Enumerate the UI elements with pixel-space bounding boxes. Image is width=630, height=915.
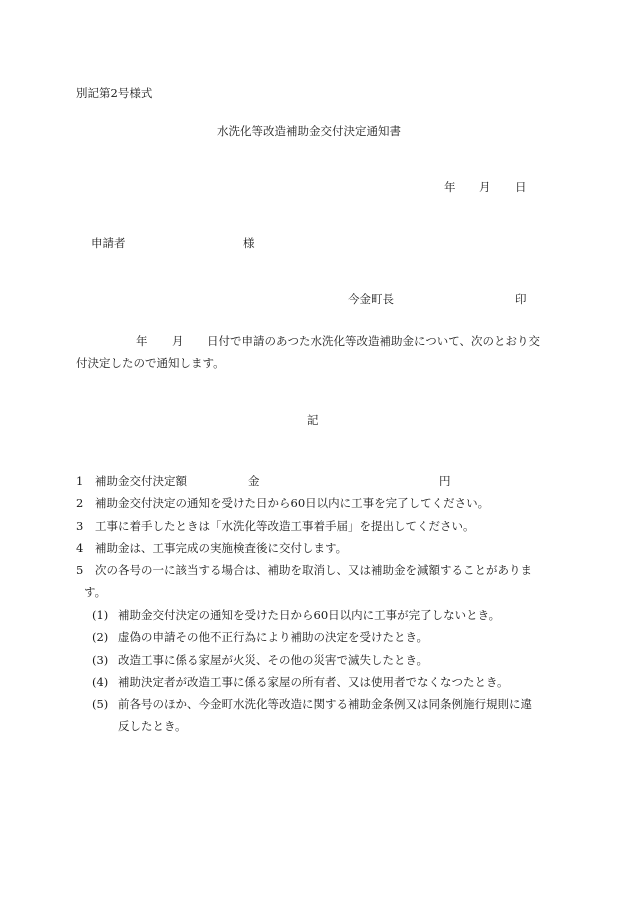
- document-title: 水洗化等改造補助金交付決定通知書: [217, 124, 401, 138]
- item-text: 次の各号の一に該当する場合は、補助を取消し、又は補助金を減額することがありま: [95, 563, 532, 577]
- subitem-text: 虚偽の申請その他不正行為により補助の決定を受けたとき。: [118, 630, 429, 644]
- item-number: 2: [76, 496, 84, 510]
- seal-mark: 印: [515, 292, 527, 306]
- body-text-continued: 付決定したので通知します。: [76, 356, 225, 370]
- subitem-number: (4): [92, 675, 109, 689]
- item-text: 補助金交付決定の通知を受けた日から60日以内に工事を完了してください。: [95, 496, 490, 510]
- subitem-text: 改造工事に係る家屋が火災、その他の災害で滅失したとき。: [118, 653, 429, 667]
- ki-heading: 記: [307, 413, 319, 427]
- item-text-continued: す。: [84, 585, 107, 599]
- subitem-text: 補助決定者が改造工事に係る家屋の所有者、又は使用者でなくなつたとき。: [118, 675, 509, 689]
- body-text: 日付で申請のあつた水洗化等改造補助金について、次のとおり交: [207, 334, 541, 348]
- form-label: 別記第2号様式: [76, 86, 153, 100]
- date-month: 月: [479, 180, 491, 194]
- body-year: 年: [136, 334, 148, 348]
- yen-unit: 円: [439, 474, 451, 488]
- subitem-number: (1): [92, 608, 109, 622]
- subitem-number: (3): [92, 653, 109, 667]
- subitem-text: 補助金交付決定の通知を受けた日から60日以内に工事が完了しないとき。: [118, 608, 501, 622]
- currency-prefix: 金: [248, 474, 260, 488]
- item-text: 補助金は、工事完成の実施検査後に交付します。: [95, 541, 348, 555]
- item-number: 1: [76, 474, 84, 488]
- subitem-text-continued: 反したとき。: [118, 719, 187, 733]
- item-text: 工事に着手したときは「水洗化等改造工事着手届」を提出してください。: [95, 519, 475, 533]
- item-number: 4: [76, 541, 84, 555]
- item-number: 3: [76, 519, 84, 533]
- applicant-suffix: 様: [243, 236, 255, 250]
- item-label: 補助金交付決定額: [95, 474, 187, 488]
- date-year: 年: [444, 180, 456, 194]
- issuer-name: 今金町長: [348, 292, 394, 306]
- body-month: 月: [172, 334, 184, 348]
- item-number: 5: [76, 563, 84, 577]
- subitem-number: (5): [92, 697, 109, 711]
- applicant-label: 申請者: [91, 236, 126, 250]
- subitem-number: (2): [92, 630, 109, 644]
- date-day: 日: [515, 180, 527, 194]
- subitem-text: 前各号のほか、今金町水洗化等改造に関する補助金条例又は同条例施行規則に違: [118, 697, 532, 711]
